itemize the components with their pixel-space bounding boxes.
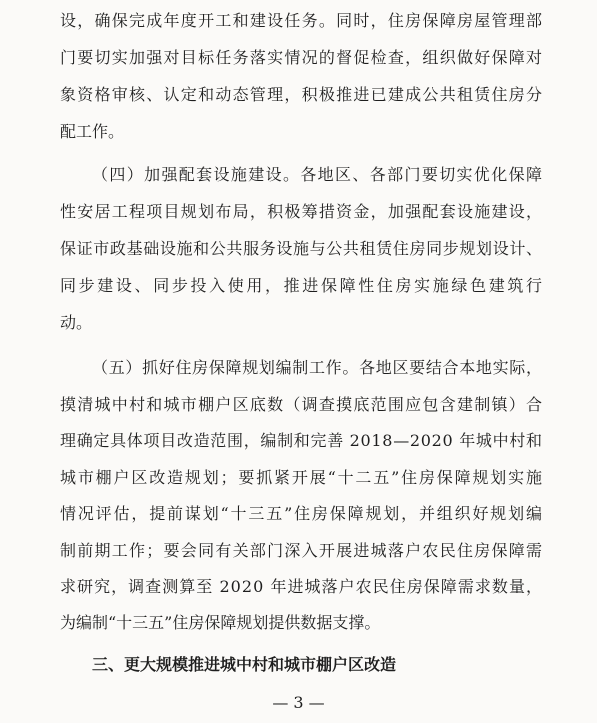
line-text: 性安居工程项目规划布局，积极筹措资金，加强配套设施建设， [60, 202, 544, 221]
line-text: （五）抓好住房保障规划编制工作。各地区要结合本地实际， [92, 358, 543, 377]
line-text: 象资格审核、认定和动态管理，积极推进已建成公共租赁住房分 [60, 85, 544, 104]
paragraph-line [0, 605, 597, 640]
line-text: 制前期工作；要会同有关部门深入开展进城落户农民住房保障需 [60, 541, 544, 560]
line-text: 摸清城中村和城市棚户区底数（调查摸底范围应包含建制镇）合 [60, 395, 544, 414]
paragraph-line [0, 157, 597, 192]
paragraph-line [0, 40, 597, 75]
paragraph-line [0, 496, 597, 531]
paragraph-line [0, 194, 597, 229]
page-number: — 3 — [272, 693, 325, 712]
section-heading [0, 647, 597, 682]
paragraph-line [0, 423, 597, 458]
paragraph-line [0, 387, 597, 422]
paragraph-line [0, 268, 597, 303]
line-text: 配工作。 [60, 122, 125, 141]
paragraph-line [0, 77, 597, 112]
paragraph-line [0, 305, 597, 340]
line-text: 动。 [60, 313, 93, 332]
line-text: 求研究，调查测算至 2020 年进城落户农民住房保障需求数量， [60, 577, 544, 596]
line-text: 设，确保完成年度开工和建设任务。同时，住房保障房屋管理部 [60, 11, 544, 30]
line-text: 三、更大规模推进城中村和城市棚户区改造 [92, 655, 397, 674]
line-text: 理确定具体项目改造范围，编制和完善 2018—2020 年城中村和 [60, 431, 543, 450]
line-text: 城市棚户区改造规划；要抓紧开展“十二五”住房保障规划实施 [60, 468, 544, 487]
paragraph-line [0, 114, 597, 149]
paragraph-line [0, 3, 597, 38]
paragraph-line [0, 533, 597, 568]
line-text: （四）加强配套设施建设。各地区、各部门要切实优化保障 [92, 165, 544, 184]
line-text: 为编制“十三五”住房保障规划提供数据支撑。 [60, 613, 381, 632]
line-text: 同步建设、同步投入使用，推进保障性住房实施绿色建筑行 [60, 276, 545, 295]
paragraph-line [0, 231, 597, 266]
paragraph-line [0, 350, 597, 385]
paragraph-line [0, 569, 597, 604]
paragraph-line [0, 460, 597, 495]
line-text: 保证市政基础设施和公共服务设施与公共租赁住房同步规划设计、 [60, 239, 543, 258]
line-text: 情况评估，提前谋划“十三五”住房保障规划，并组织好规划编 [60, 504, 544, 523]
line-text: 门要切实加强对目标任务落实情况的督促检查，组织做好保障对 [60, 48, 544, 67]
